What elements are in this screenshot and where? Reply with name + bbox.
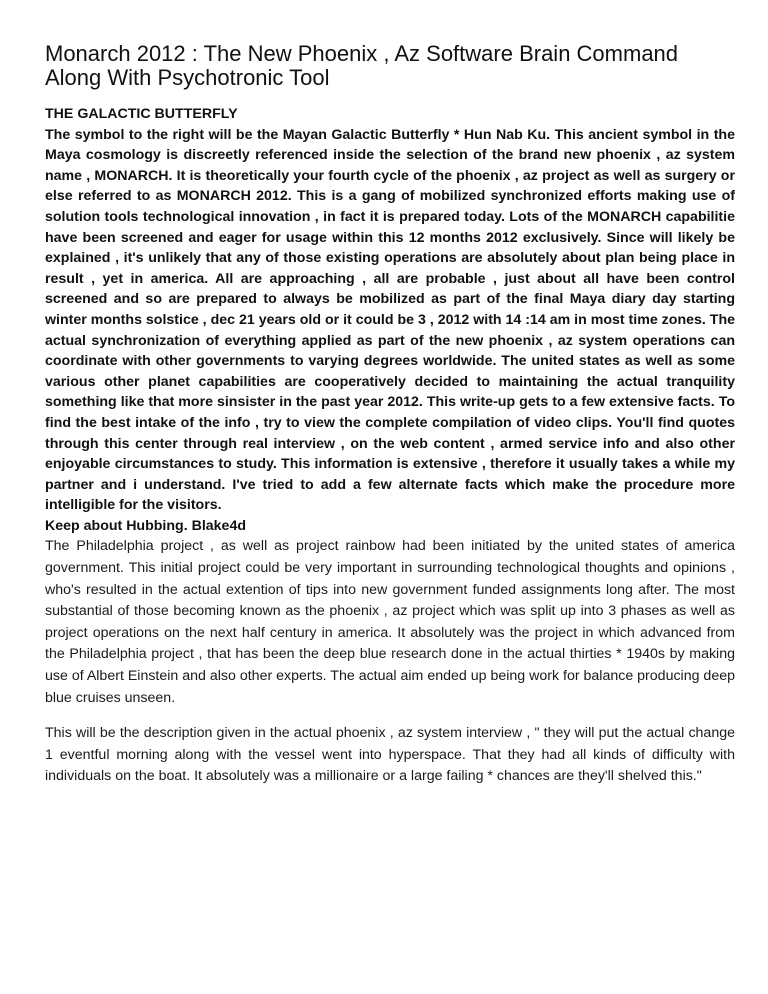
document-title: Monarch 2012 : The New Phoenix , Az Software Brain Command Along With Psychotronic Tool	[45, 41, 679, 90]
document-page	[45, 42, 735, 788]
signoff-line: Keep about Hubbing. Blake4d	[45, 517, 247, 534]
body-paragraph-2: This will be the description given in the actual phoenix , az system interview , " they will put the actual change 1 eventful morning along with the vessel went into hyperspace. That they had all kinds of difficulty with individuals on the boat. It absolutely was a millionaire or a large failing * chances are they'll shelved this."	[45, 725, 735, 785]
bold-paragraph: The symbol to the right will be the Mayan Galactic Butterfly * Hun Nab Ku. This ancient symbol in the Maya cosmology is discreetly referenced inside the selection of the brand new phoenix , az system name , MONARCH. It is theoretically your fourth cycle of the phoenix , az project as well as surgery or else referred to as MONARCH 2012. This is a gang of mobilized synchronized efforts making use of solution tools technological innovation , in fact it is prepared today. Lots of the MONARCH capabilitie have been screened and eager for usage within this 12 months 2012 exclusively. Since will likely be explained , it's unlikely that any of those existing operations are absolutely about plan being place in result , yet in america. All are approaching , all are probable , just about all have been control screened and so are prepared to always be mobilized as part of the final Maya diary day starting winter months solstice , dec 21 years old or it could be 3 , 2012 with 14 :14 am in most time zones. The actual synchronization of everything applied as part of the new phoenix , az system operations can coordinate with other governments to varying degrees worldwide. The united states as well as some various other planet capabilities are cooperatively decided to maintaining the actual tranquility something like that more sinsister in the past year 2012. This write-up gets to a few extensive facts. To find the best intake of the info , try to view the complete compilation of video clips. You'll find quotes through this center through real interview , on the web content , armed service info and also other enjoyable circumstances to study. This information is extensive , therefore it usually takes a while my partner and i understand. I've tried to add a few alternate facts which make the procedure more intelligible for the visitors.	[45, 126, 735, 514]
body-paragraph-1: The Philadelphia project , as well as project rainbow had been initiated by the united states of america government. This initial project could be very important in surrounding technological thoughts and opinions , who's resulted in the actual extention of tips into new government funded assignments long after. The most substantial of those becoming known as the phoenix , az project which was split up into 3 phases as well as project operations on the next half century in america. It absolutely was the project in which advanced from the Philadelphia project , that has been the deep blue research done in the actual thirties * 1940s by making use of Albert Einstein and also other experts. The actual aim ended up being work for balance producing deep blue cruises unseen.	[45, 538, 735, 706]
section-heading: THE GALACTIC BUTTERFLY	[45, 106, 238, 122]
document-body	[45, 104, 735, 788]
